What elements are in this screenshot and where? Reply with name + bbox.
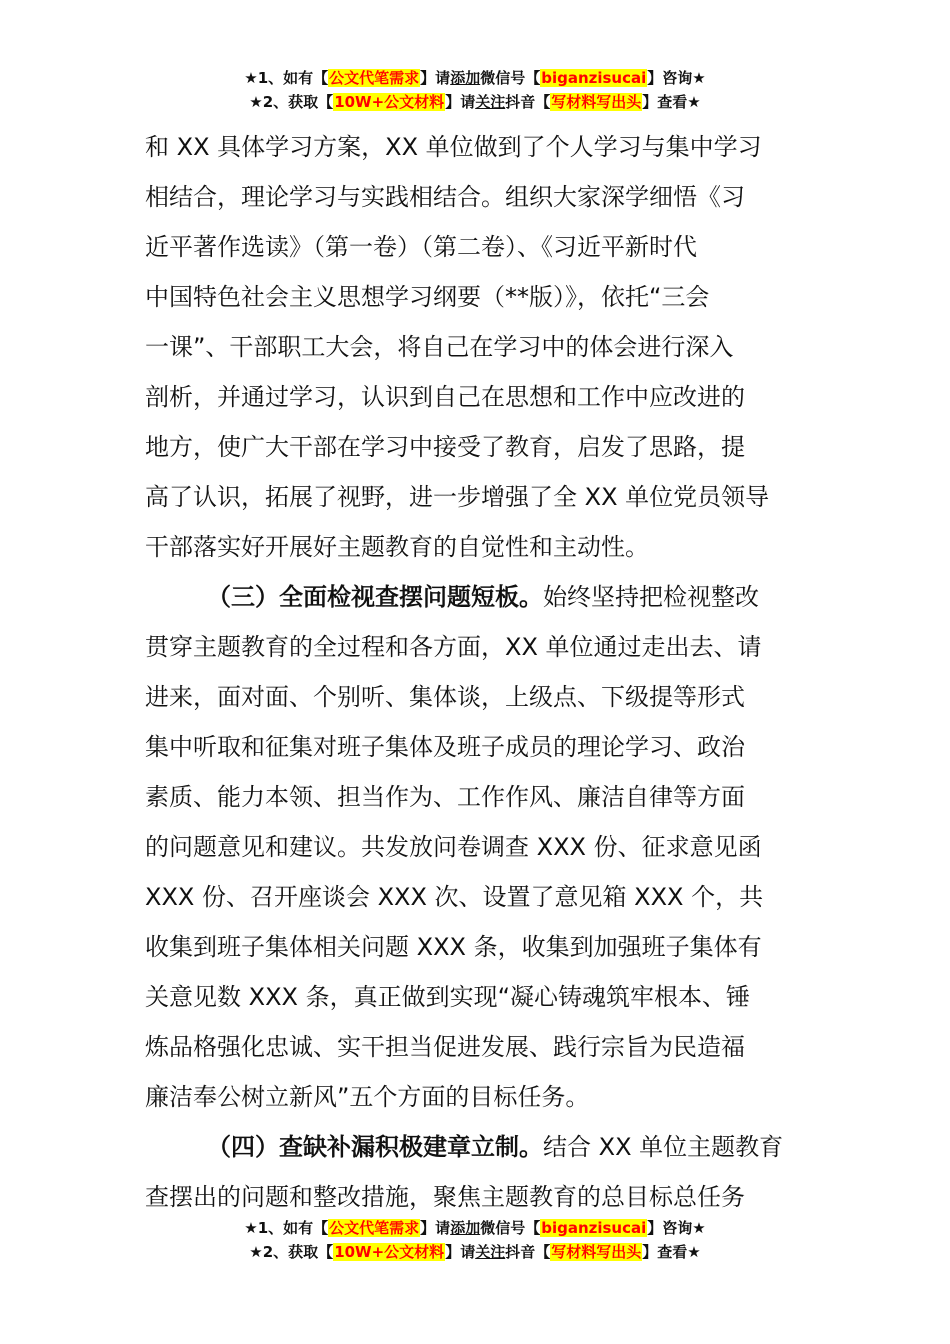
highlight-text: 公文代笔需求 [329,69,420,87]
highlight-text: 公文代笔需求 [329,1219,420,1237]
body-line: 贯穿主题教育的全过程和各方面，XX 单位通过走出去、请 [145,633,762,661]
body-line: 和 XX 具体学习方案，XX 单位做到了个人学习与集中学习 [145,133,762,161]
douyin-account: 写材料写出头 [551,1243,642,1261]
section-4-first-line: （四）查缺补漏积极建章立制。结合 XX 单位主题教育 [207,1133,784,1161]
body-line: 炼品格强化忠诚、实干担当促进发展、践行宗旨为民造福 [145,1033,745,1061]
body-line: 的问题意见和建议。共发放问卷调查 XXX 份、征求意见函 [145,833,762,861]
footer-banner [0,1216,950,1264]
banner-line-2: ★2、获取【10W+公文材料】请关注抖音【写材料写出头】查看★ [249,93,701,111]
body-line: XXX 份、召开座谈会 XXX 次、设置了意见箱 XXX 个，共 [145,883,764,911]
section-3-first-line: （三）全面检视查摆问题短板。始终坚持把检视整改 [207,583,759,611]
body-line: 进来，面对面、个别听、集体谈，上级点、下级提等形式 [145,683,745,711]
body-line: 集中听取和征集对班子集体及班子成员的理论学习、政治 [145,733,745,761]
highlight-text: 10W+公文材料 [334,1243,445,1261]
body-line: 廉洁奉公树立新风”五个方面的目标任务。 [145,1083,590,1111]
banner-line-1: ★1、如有【公文代笔需求】请添加微信号【biganzisucai】咨询★ [244,69,706,87]
body-line: 相结合，理论学习与实践相结合。组织大家深学细悟《习 [145,183,745,211]
body-line: 高了认识，拓展了视野，进一步增强了全 XX 单位党员领导 [145,483,770,511]
highlight-text: 10W+公文材料 [334,93,445,111]
banner-line-2: ★2、获取【10W+公文材料】请关注抖音【写材料写出头】查看★ [249,1243,701,1261]
body-line: 收集到班子集体相关问题 XXX 条，收集到加强班子集体有 [145,933,762,961]
banner-line-1: ★1、如有【公文代笔需求】请添加微信号【biganzisucai】咨询★ [244,1219,706,1237]
document-body [145,122,810,1222]
body-line: 剖析，并通过学习，认识到自己在思想和工作中应改进的 [145,383,745,411]
body-line: 一课”、干部职工大会，将自己在学习中的体会进行深入 [145,333,734,361]
body-line: 干部落实好开展好主题教育的自觉性和主动性。 [145,533,649,561]
body-line: 素质、能力本领、担当作为、工作作风、廉洁自律等方面 [145,783,745,811]
wechat-id: biganzisucai [541,69,647,87]
section-3-heading: （三）全面检视查摆问题短板。 [207,583,543,611]
header-banner [0,66,950,114]
body-line: 关意见数 XXX 条，真正做到实现“凝心铸魂筑牢根本、锤 [145,983,751,1011]
douyin-account: 写材料写出头 [551,93,642,111]
wechat-id: biganzisucai [541,1219,647,1237]
body-line: 查摆出的问题和整改措施，聚焦主题教育的总目标总任务 [145,1183,745,1211]
body-line: 近平著作选读》（第一卷）（第二卷）、《习近平新时代 [145,233,697,261]
body-line: 中国特色社会主义思想学习纲要（**版）》，依托“三会 [145,283,710,311]
body-line: 地方，使广大干部在学习中接受了教育，启发了思路，提 [145,433,745,461]
section-4-heading: （四）查缺补漏积极建章立制。 [207,1133,543,1161]
